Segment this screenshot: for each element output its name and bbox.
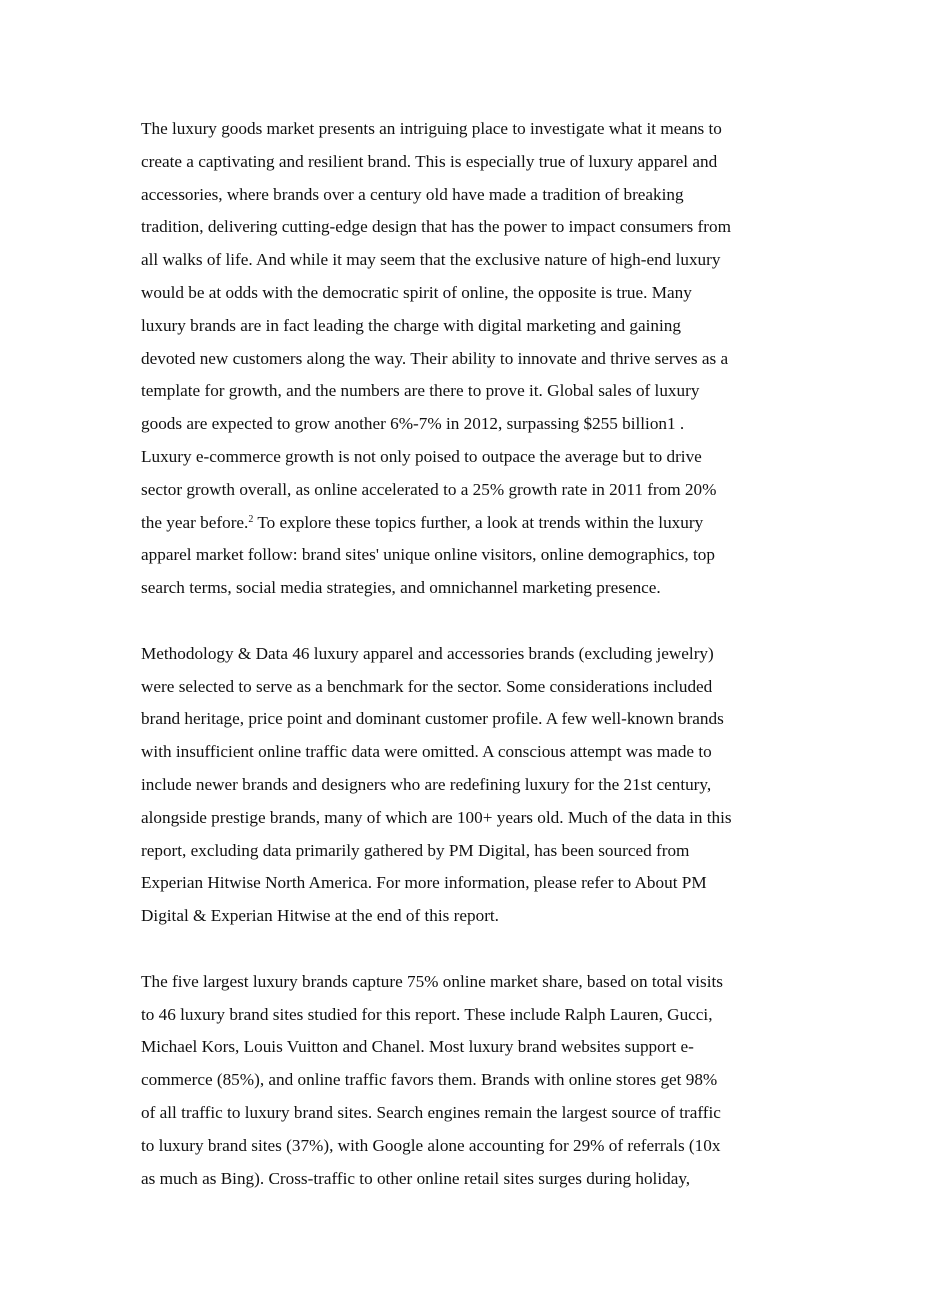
text-line: brand heritage, price point and dominant customer profile. A few well-known brands xyxy=(141,709,724,729)
text-line: alongside prestige brands, many of which are 100+ years old. Much of the data in this xyxy=(141,807,732,827)
text-line: The five largest luxury brands capture 75% online market share, based on total visits xyxy=(141,971,723,991)
text-line: of all traffic to luxury brand sites. Search engines remain the largest source of traffic xyxy=(141,1102,721,1122)
text-line: sector growth overall, as online accelerated to a 25% growth rate in 2011 from 20% xyxy=(141,479,717,499)
text-line: tradition, delivering cutting-edge design that has the power to impact consumers from xyxy=(141,217,731,237)
text-line: report, excluding data primarily gathered by PM Digital, has been sourced from xyxy=(141,840,690,860)
text-line: Michael Kors, Louis Vuitton and Chanel. Most luxury brand websites support e- xyxy=(141,1037,694,1057)
text-line: Experian Hitwise North America. For more information, please refer to About PM xyxy=(141,873,707,893)
text-line: with insufficient online traffic data were omitted. A conscious attempt was made to xyxy=(141,742,712,762)
text-fragment: To explore these topics further, a look at trends within the luxury xyxy=(253,512,704,532)
text-line: commerce (85%), and online traffic favors them. Brands with online stores get 98% xyxy=(141,1070,718,1090)
text-line: accessories, where brands over a century old have made a tradition of breaking xyxy=(141,184,684,204)
text-line: were selected to serve as a benchmark for the sector. Some considerations included xyxy=(141,676,713,696)
text-line: devoted new customers along the way. Their ability to innovate and thrive serves as a xyxy=(141,348,729,368)
document-body xyxy=(141,113,786,1195)
text-line: Methodology & Data 46 luxury apparel and accessories brands (excluding jewelry) xyxy=(141,643,714,663)
text-line: The luxury goods market presents an intriguing place to investigate what it means to xyxy=(141,119,722,138)
text-line: goods are expected to grow another 6%-7% in 2012, surpassing $255 billion1 . xyxy=(141,414,685,434)
text-line xyxy=(141,507,786,540)
text-line: to luxury brand sites (37%), with Google alone accounting for 29% of referrals (10x xyxy=(141,1135,721,1155)
text-line: Digital & Experian Hitwise at the end of this report. xyxy=(141,906,499,926)
text-line: luxury brands are in fact leading the charge with digital marketing and gaining xyxy=(141,315,681,335)
text-line: include newer brands and designers who are redefining luxury for the 21st century, xyxy=(141,774,712,794)
footnote-marker: 2 xyxy=(248,513,254,525)
text-line: apparel market follow: brand sites' unique online visitors, online demographics, top xyxy=(141,545,715,565)
text-line: search terms, social media strategies, and omnichannel marketing presence. xyxy=(141,578,661,598)
paragraph-methodology xyxy=(141,638,786,933)
text-line: to 46 luxury brand sites studied for this report. These include Ralph Lauren, Gucci, xyxy=(141,1004,713,1024)
paragraph-introduction xyxy=(141,113,786,605)
text-line: create a captivating and resilient brand. This is especially true of luxury apparel and xyxy=(141,151,718,171)
text-line: as much as Bing). Cross-traffic to other online retail sites surges during holiday, xyxy=(141,1168,691,1188)
text-fragment: the year before. xyxy=(141,512,249,532)
text-line: would be at odds with the democratic spirit of online, the opposite is true. Many xyxy=(141,282,692,302)
text-line: Luxury e-commerce growth is not only poised to outpace the average but to drive xyxy=(141,446,702,466)
text-line: template for growth, and the numbers are there to prove it. Global sales of luxury xyxy=(141,381,700,401)
text-line: all walks of life. And while it may seem that the exclusive nature of high-end luxury xyxy=(141,250,721,270)
paragraph-market-share xyxy=(141,966,786,1196)
